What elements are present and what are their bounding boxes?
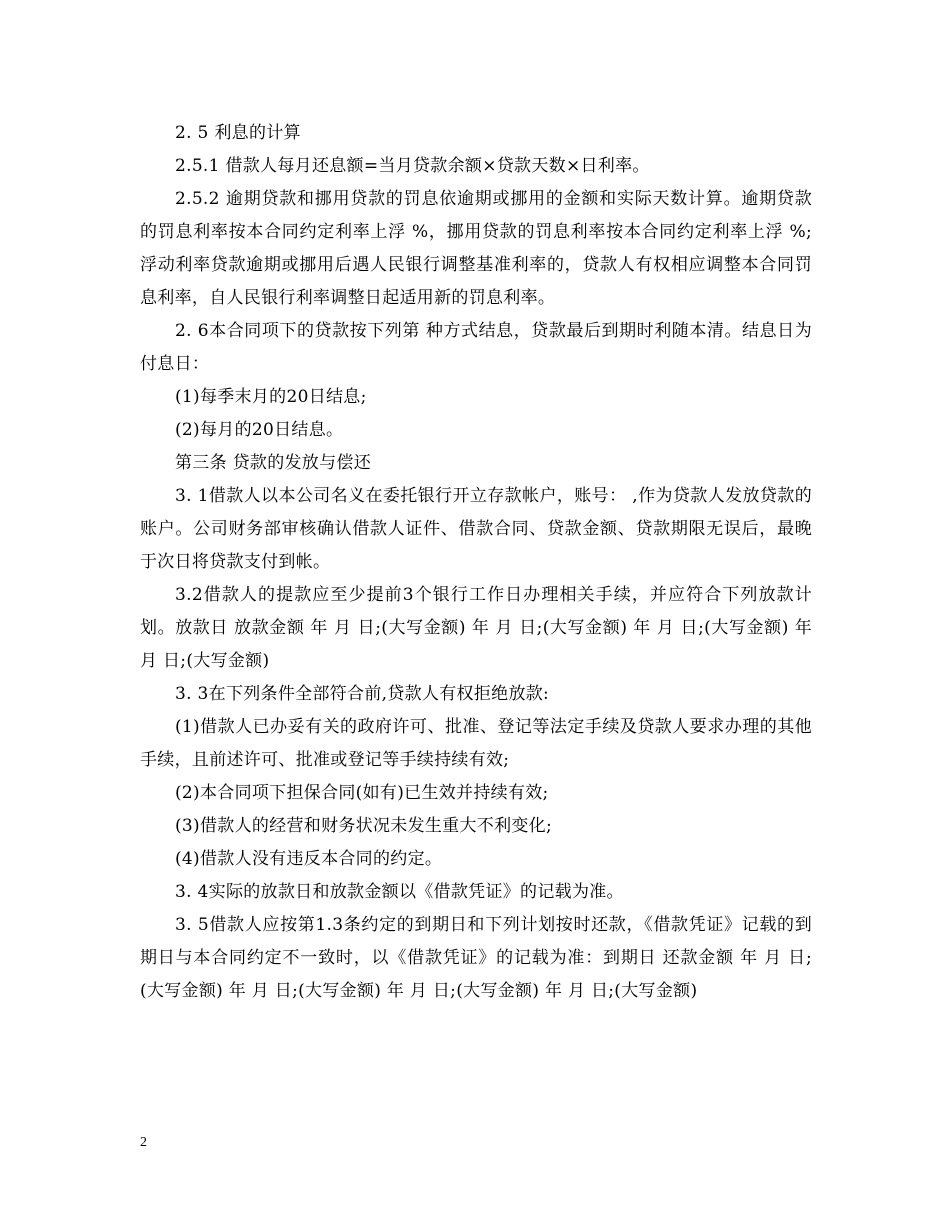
clause-2-5-1: 2.5.1 借款人每月还息额=当月贷款余额×贷款天数×日利率。 (175, 156, 650, 176)
list-item-2-6-1: (1)每季末月的20日结息; (175, 387, 367, 407)
clause-2-5-2: 2.5.2 逾期贷款和挪用贷款的罚息依逾期或挪用的金额和实际天数计算。逾期贷款的罚息利率按本合同约定利率上浮 %，挪用贷款的罚息利率按本合同约定利率上浮 %;浮动利率贷款逾期或挪用后遇人民银行调整基准利率的，贷款人有权相应调整本合同罚息利率，自人民银行利率调整日起适用新的罚息利率。 (140, 189, 812, 308)
clause-3-1: 3. 1借款人以本公司名义在委托银行开立存款帐户，账号： ,作为贷款人发放贷款的账户。公司财务部审核确认借款人证件、借款合同、贷款金额、贷款期限无误后，最晚于次日将贷款支付到帐。 (140, 486, 812, 572)
list-item-3-3-3: (3)借款人的经营和财务状况未发生重大不利变化; (175, 816, 553, 836)
list-item-2-6-2: (2)每月的20日结息。 (175, 420, 344, 440)
list-item-3-3-2: (2)本合同项下担保合同(如有)已生效并持续有效; (175, 783, 549, 803)
clause-3-3: 3. 3在下列条件全部符合前,贷款人有权拒绝放款: (175, 684, 550, 704)
list-item-3-3-4: (4)借款人没有违反本合同的约定。 (175, 849, 443, 869)
page-number: 2 (140, 1135, 147, 1150)
clause-2-6: 2. 6本合同项下的贷款按下列第 种方式结息，贷款最后到期时利随本清。结息日为付息日： (140, 321, 812, 374)
section-heading-2-5: 2. 5 利息的计算 (175, 123, 301, 143)
article-heading-3: 第三条 贷款的发放与偿还 (175, 453, 372, 473)
list-item-3-3-1: (1)借款人已办妥有关的政府许可、批准、登记等法定手续及贷款人要求办理的其他手续，且前述许可、批准或登记等手续持续有效; (140, 717, 812, 770)
clause-3-5: 3. 5借款人应按第1.3条约定的到期日和下列计划按时还款，《借款凭证》记载的到期日与本合同约定不一致时，以《借款凭证》的记载为准：到期日 还款金额 年 月 日;(大写金额) 年 月 日;(大写金额) 年 月 日;(大写金额) 年 月 日;(大写金额) (140, 915, 812, 1001)
clause-3-2: 3.2借款人的提款应至少提前3个银行工作日办理相关手续，并应符合下列放款计划。放款日 放款金额 年 月 日;(大写金额) 年 月 日;(大写金额) 年 月 日;(大写金额) 年 月 日;(大写金额) (140, 585, 812, 671)
clause-3-4: 3. 4实际的放款日和放款金额以《借款凭证》的记载为准。 (175, 882, 624, 902)
document-body (140, 117, 812, 1008)
